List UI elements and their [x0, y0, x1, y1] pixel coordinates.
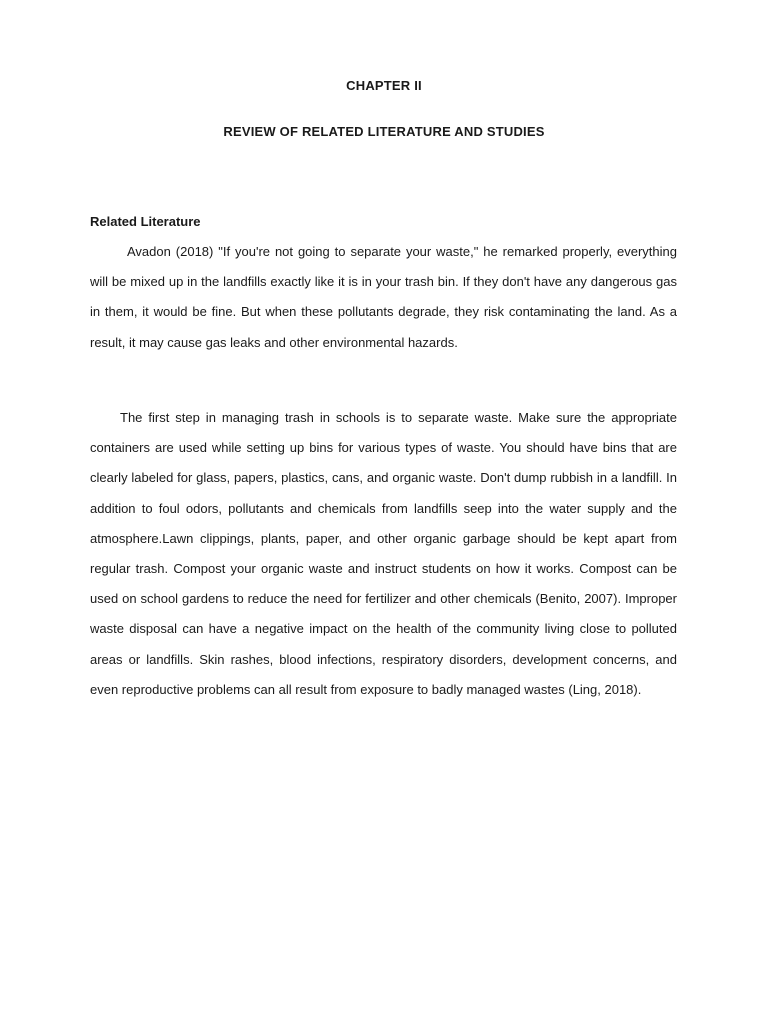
- chapter-label: CHAPTER II: [346, 78, 422, 93]
- section-heading: Related Literature: [90, 214, 201, 229]
- paragraph: The first step in managing trash in schools is to separate waste. Make sure the appropriate containers are used while setting up bins for various types of waste. You should have bins that are clearly labeled for glass, papers, plastics, cans, and organic waste. Don't dump rubbish in a landfill. In addition to foul odors, pollutants and chemicals from landfills seep into the water supply and the atmosphere.Lawn clippings, plants, paper, and other organic garbage should be kept apart from regular trash. Compost your organic waste and instruct students on how it works. Compost can be used on school gardens to reduce the need for fertilizer and other chemicals (Benito, 2007). Improper waste disposal can have a negative impact on the health of the community living close to polluted areas or landfills. Skin rashes, blood infections, respiratory disorders, development concerns, and even reproductive problems can all result from exposure to badly managed wastes (Ling, 2018).: [90, 410, 677, 697]
- paragraph: Avadon (2018) "If you're not going to separate your waste," he remarked properly, everything will be mixed up in the landfills exactly like it is in your trash bin. If they don't have any dangerous gas in them, it would be fine. But when these pollutants degrade, they risk contaminating the land. As a result, it may cause gas leaks and other environmental hazards.: [90, 244, 677, 350]
- chapter-title: REVIEW OF RELATED LITERATURE AND STUDIES: [223, 124, 545, 139]
